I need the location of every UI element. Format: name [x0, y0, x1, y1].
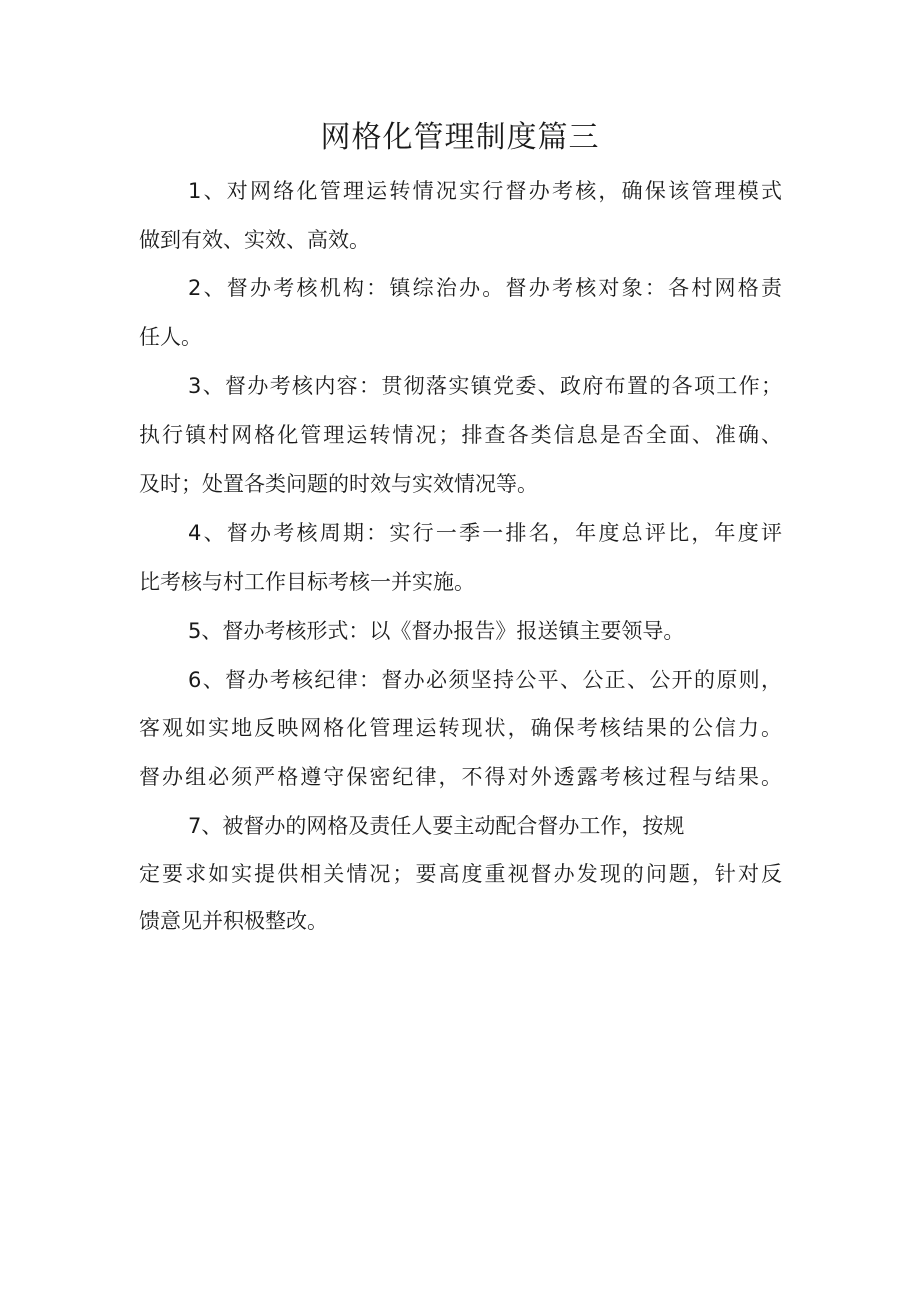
- paragraph-6-line-2: 客观如实地反映网格化管理运转现状，确保考核结果的公信力。: [139, 716, 782, 740]
- paragraph-3-line-2: 执行镇村网格化管理运转情况；排查各类信息是否全面、准确、: [139, 423, 782, 447]
- paragraph-1-line-1: 1、对网络化管理运转情况实行督办考核，确保该管理模式: [188, 179, 782, 203]
- paragraph-1-line-2: 做到有效、实效、高效。: [139, 228, 370, 252]
- paragraph-6-line-3: 督办组必须严格遵守保密纪律，不得对外透露考核过程与结果。: [139, 765, 782, 789]
- paragraph-3-line-1: 3、督办考核内容：贯彻落实镇党委、政府布置的各项工作；: [188, 374, 782, 398]
- paragraph-4-line-2: 比考核与村工作目标考核一并实施。: [139, 570, 475, 594]
- paragraph-2-line-2: 任人。: [139, 325, 202, 349]
- paragraph-3-line-3: 及时；处置各类问题的时效与实效情况等。: [139, 472, 538, 496]
- paragraph-5-line-1: 5、督办考核形式：以《督办报告》报送镇主要领导。: [188, 619, 685, 643]
- page-title: 网格化管理制度篇三: [320, 120, 600, 155]
- paragraph-6-line-1: 6、督办考核纪律：督办必须坚持公平、公正、公开的原则，: [188, 668, 782, 692]
- paragraph-7-line-1: 7、被督办的网格及责任人要主动配合督办工作，按规: [188, 814, 685, 838]
- paragraph-2-line-1: 2、督办考核机构：镇综治办。督办考核对象：各村网格责: [188, 276, 782, 300]
- paragraph-7-line-3: 馈意见并积极整改。: [139, 909, 328, 933]
- paragraph-4-line-1: 4、督办考核周期：实行一季一排名，年度总评比，年度评: [188, 521, 782, 545]
- paragraph-7-line-2: 定要求如实提供相关情况；要高度重视督办发现的问题，针对反: [139, 862, 782, 886]
